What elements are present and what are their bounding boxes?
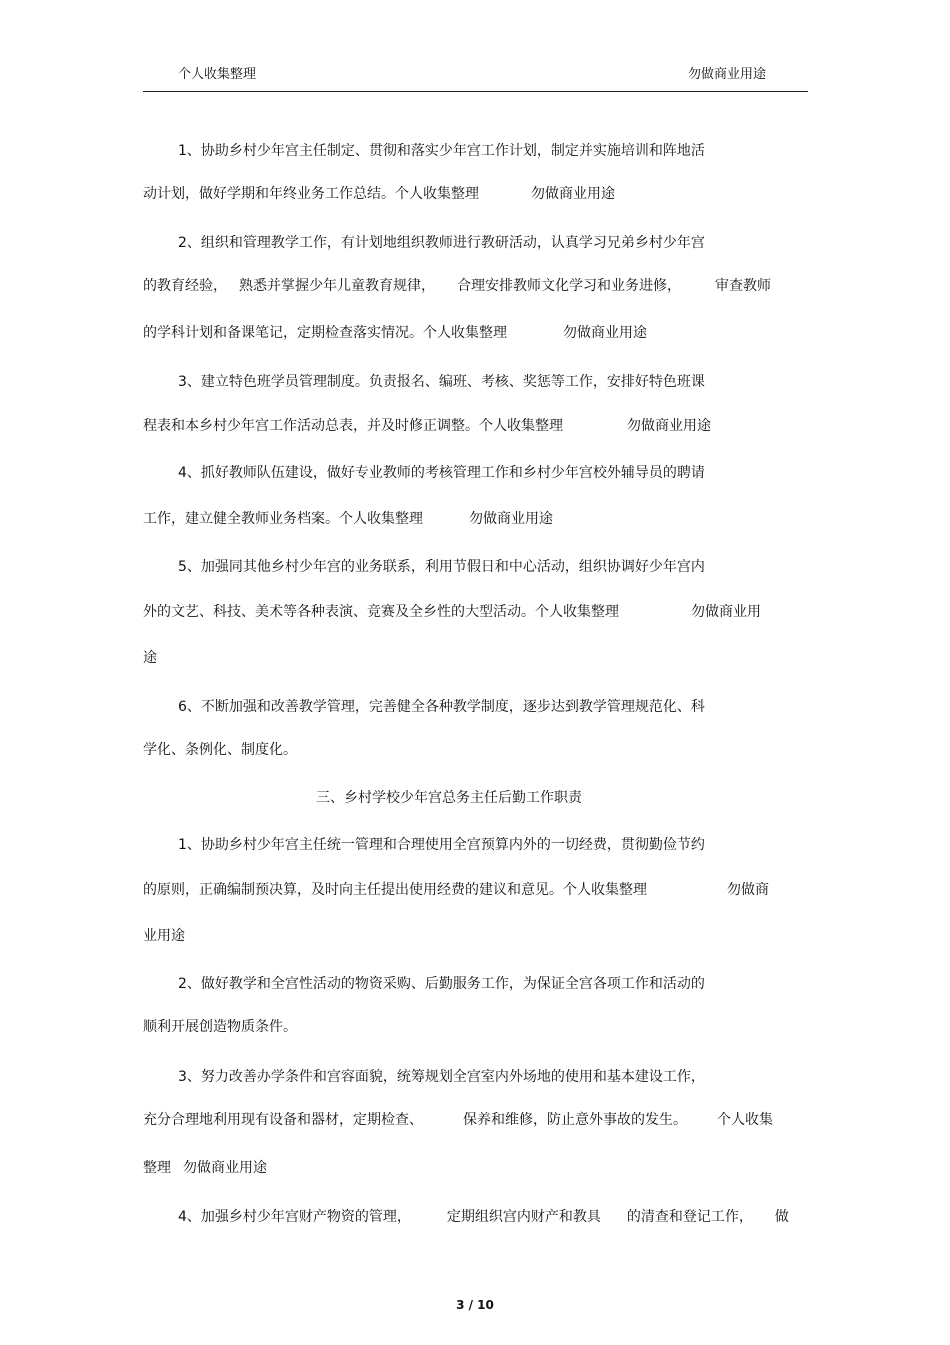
text-line	[143, 602, 761, 622]
text-line	[143, 1110, 773, 1130]
text-segment: 的教育经验，	[143, 278, 227, 294]
text-line	[143, 509, 553, 529]
text-line	[143, 1158, 267, 1178]
text-segment: 程表和本乡村少年宫工作活动总表，并及时修正调整。个人收集整理	[143, 418, 563, 434]
text-line	[178, 233, 705, 253]
text-line	[178, 1067, 705, 1087]
text-line	[143, 276, 771, 296]
text-segment: 勿做商业用途	[531, 186, 615, 202]
text-line	[143, 926, 185, 946]
text-line	[143, 416, 711, 436]
text-segment: 顺利开展创造物质条件。	[143, 1019, 297, 1035]
text-segment: 勿做商业用途	[563, 325, 647, 341]
section-heading	[316, 788, 582, 808]
text-segment: 学化、条例化、制度化。	[143, 742, 297, 758]
text-line	[143, 648, 157, 668]
text-line	[178, 835, 705, 855]
text-line	[178, 372, 705, 392]
text-segment: 熟悉并掌握少年儿童教育规律，	[239, 278, 435, 294]
text-segment: 的学科计划和备课笔记，定期检查落实情况。个人收集整理	[143, 325, 507, 341]
text-segment: 5、加强同其他乡村少年宫的业务联系，利用节假日和中心活动，组织协调好少年宫内	[178, 559, 705, 575]
text-segment: 3、建立特色班学员管理制度。负责报名、编班、考核、奖惩等工作，安排好特色班课	[178, 374, 705, 390]
text-segment: 4、加强乡村少年宫财产物资的管理，	[178, 1209, 411, 1225]
text-segment: 三、乡村学校少年宫总务主任后勤工作职责	[316, 790, 582, 806]
text-line	[178, 1207, 789, 1227]
text-segment: 1、协助乡村少年宫主任制定、贯彻和落实少年宫工作计划，制定并实施培训和阵地活	[178, 143, 705, 159]
header-rule	[143, 91, 808, 92]
text-segment: 勿做商业用途	[183, 1160, 267, 1176]
text-segment: 的原则，正确编制预决算，及时向主任提出使用经费的建议和意见。个人收集整理	[143, 882, 647, 898]
text-line	[143, 740, 297, 760]
text-segment: 途	[143, 650, 157, 666]
text-segment: 勿做商业用途	[627, 418, 711, 434]
text-segment: 2、组织和管理教学工作，有计划地组织教师进行教研活动，认真学习兄弟乡村少年宫	[178, 235, 705, 251]
text-segment: 做	[774, 1209, 789, 1225]
text-segment: 外的文艺、科技、美术等各种表演、竞赛及全乡性的大型活动。个人收集整理	[143, 604, 619, 620]
text-segment: 整理	[143, 1160, 171, 1176]
text-segment: 工作，建立健全教师业务档案。个人收集整理	[143, 511, 423, 527]
text-segment: 1、协助乡村少年宫主任统一管理和合理使用全宫预算内外的一切经费，贯彻勤俭节约	[178, 837, 705, 853]
text-segment: 3、努力改善办学条件和宫容面貌，统筹规划全宫室内外场地的使用和基本建设工作，	[178, 1069, 705, 1085]
text-line	[143, 323, 647, 343]
text-segment: 勿做商业用	[691, 604, 761, 620]
text-line	[178, 557, 705, 577]
text-segment: 定期组织宫内财产和教具	[446, 1209, 601, 1225]
text-line	[178, 463, 705, 483]
text-line	[143, 184, 615, 204]
text-segment: 2、做好教学和全宫性活动的物资采购、后勤服务工作，为保证全宫各项工作和活动的	[178, 976, 705, 992]
text-segment: 6、不断加强和改善教学管理，完善健全各种教学制度，逐步达到教学管理规范化、科	[178, 699, 705, 715]
text-segment: 的清查和登记工作，	[626, 1209, 753, 1225]
text-segment: 业用途	[143, 928, 185, 944]
text-line	[178, 974, 705, 994]
text-segment: 合理安排教师文化学习和业务进修，	[457, 278, 681, 294]
text-segment: 保养和维修，防止意外事故的发生。	[463, 1112, 687, 1128]
text-segment: 勿做商	[727, 882, 769, 898]
header-right-text: 勿做商业用途	[688, 67, 767, 82]
text-segment: 勿做商业用途	[469, 511, 553, 527]
text-segment: 充分合理地利用现有设备和器材，定期检查、	[143, 1112, 423, 1128]
text-segment: 4、抓好教师队伍建设，做好专业教师的考核管理工作和乡村少年宫校外辅导员的聘请	[178, 465, 705, 481]
text-segment: 审查教师	[715, 278, 771, 294]
text-segment: 动计划，做好学期和年终业务工作总结。个人收集整理	[143, 186, 479, 202]
text-line	[143, 880, 769, 900]
text-line	[178, 141, 705, 161]
text-segment: 个人收集	[717, 1112, 773, 1128]
page-number: 3 / 10	[456, 1298, 494, 1312]
header-left-text: 个人收集整理	[178, 67, 257, 82]
text-line	[178, 697, 705, 717]
text-line	[143, 1017, 297, 1037]
